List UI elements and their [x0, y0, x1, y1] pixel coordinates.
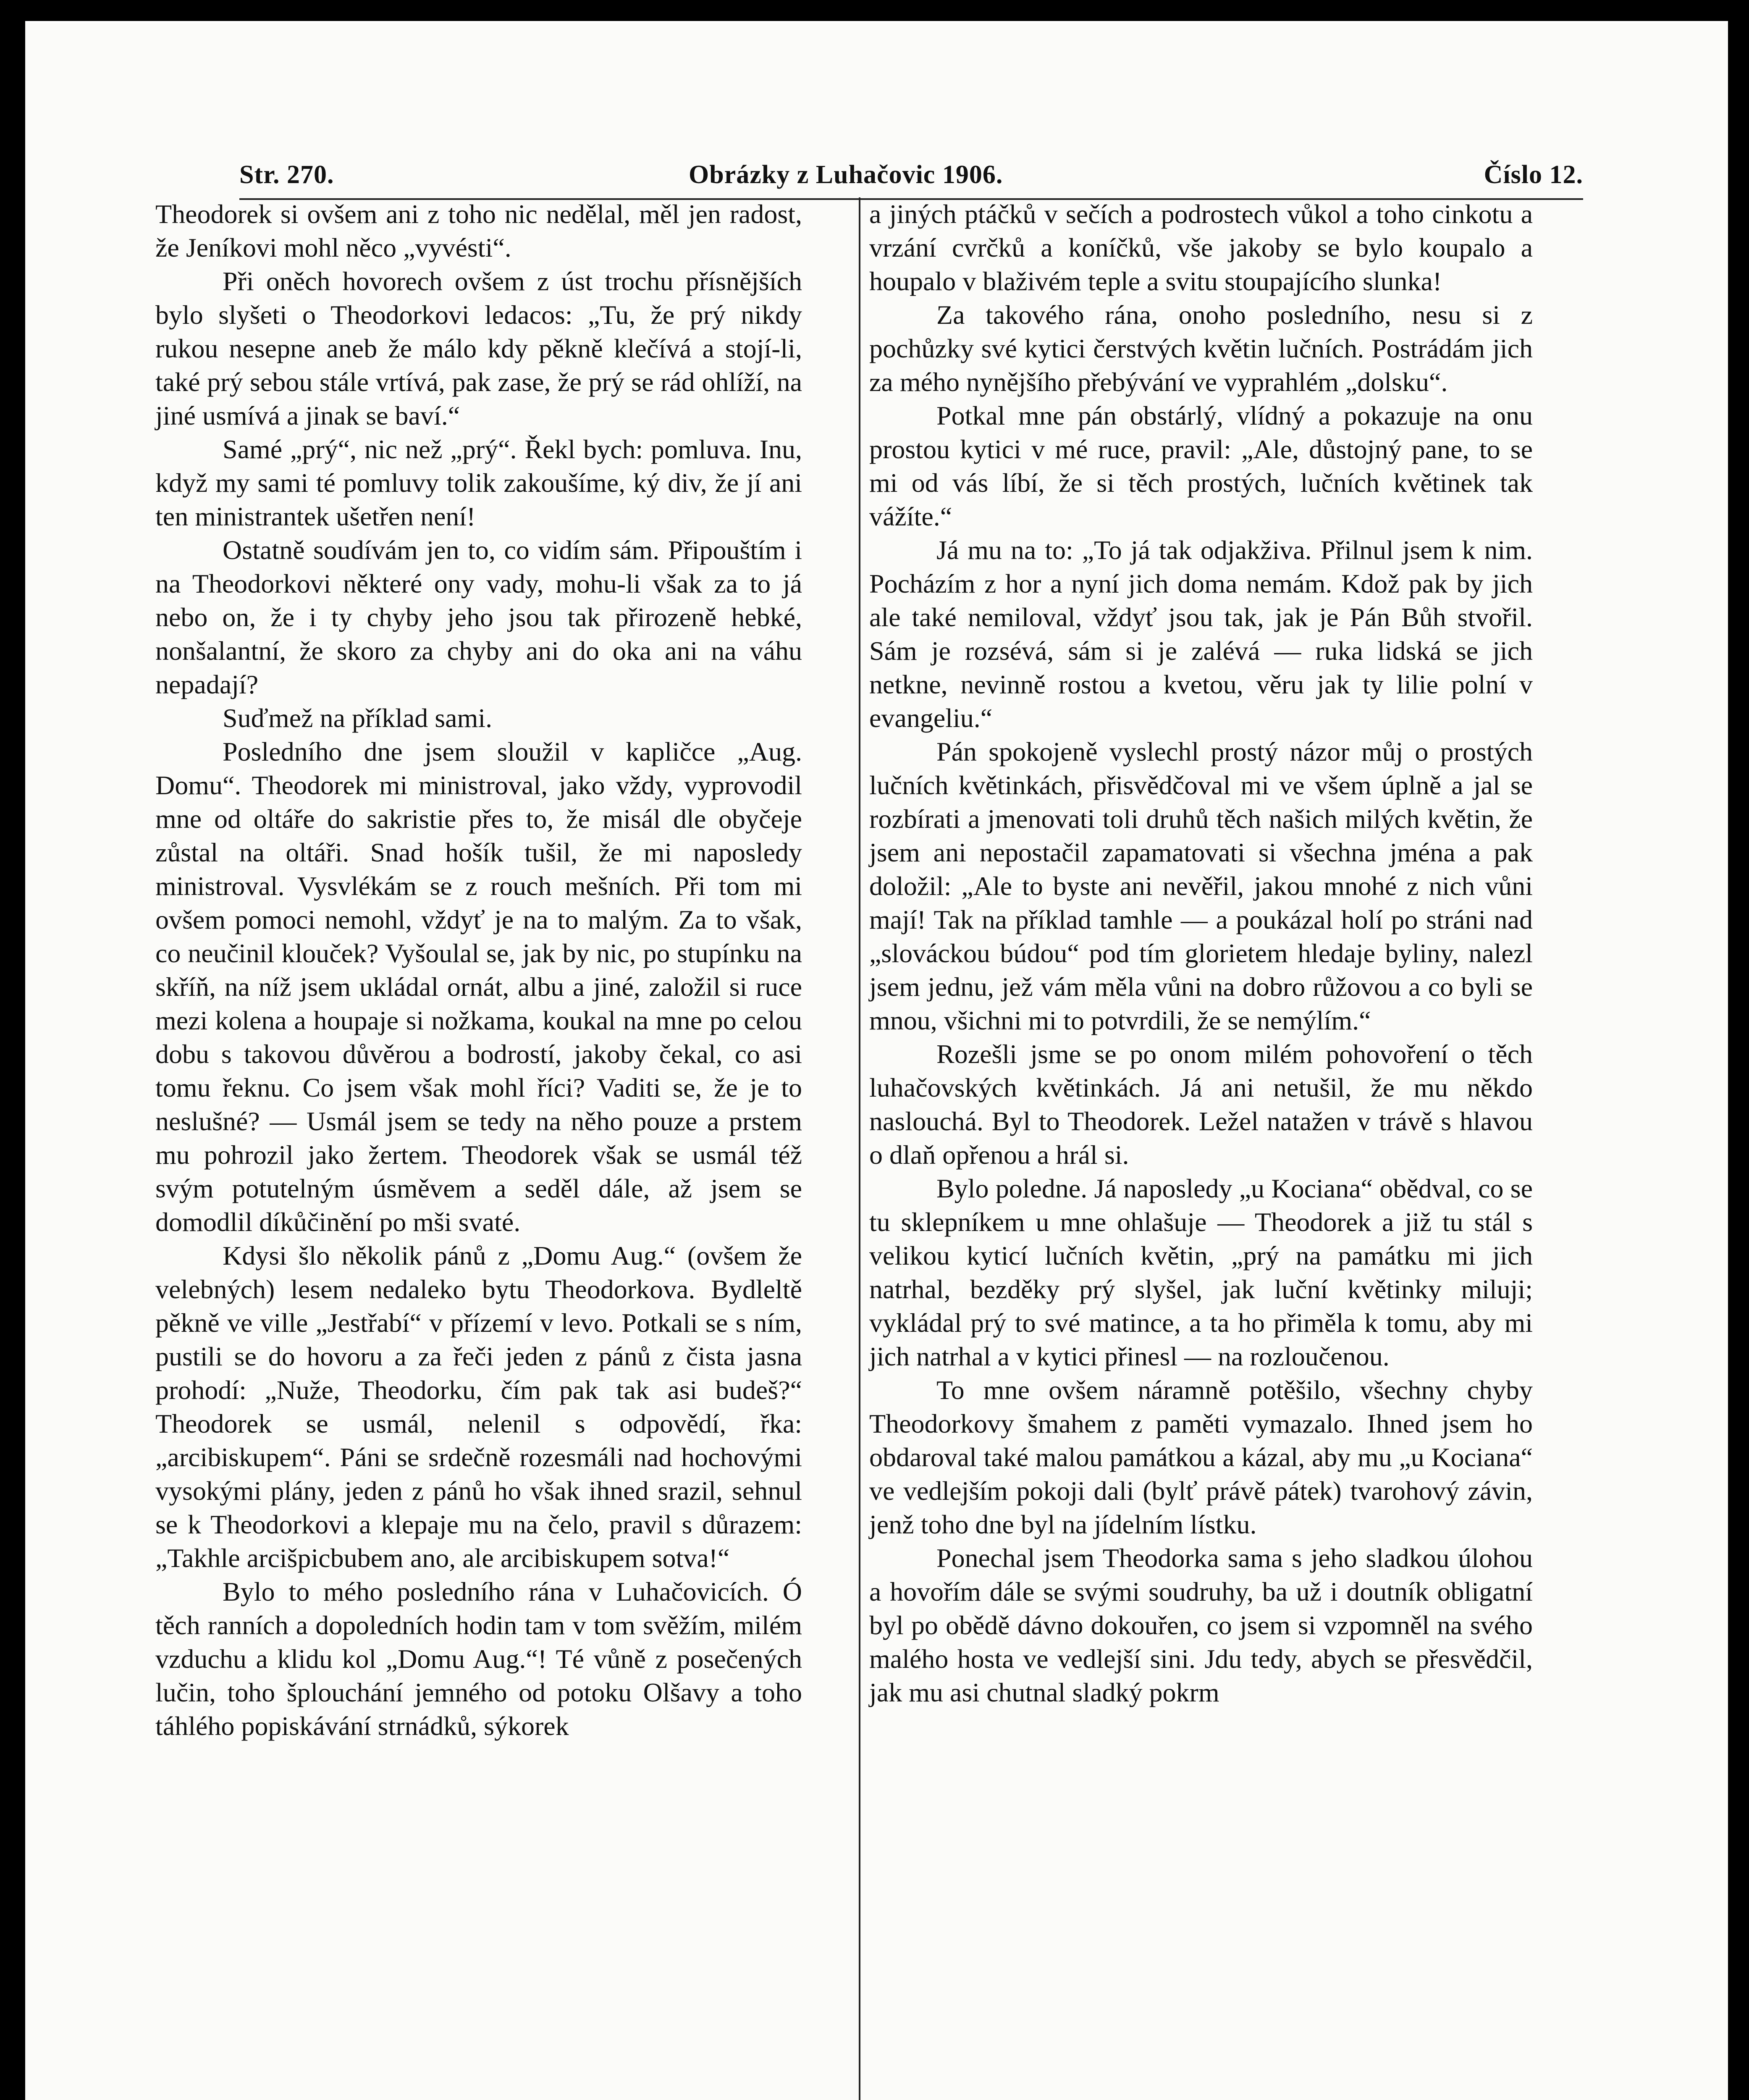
- paragraph: Za takového rána, onoho posledního, nesu si z pochůzky své kytici čerstvých květin lučních. Postrádám jich za mého nynějšího přebývání ve vyprahlém „dolsku“.: [869, 300, 1533, 397]
- paragraph: a jiných ptáčků v sečích a podrostech vůkol a toho cinkotu a vrzání cvrčků a koníčků, vše jakoby se bylo koupalo a houpalo v blaživém teple a svitu stoupajícího slunka!: [869, 199, 1533, 296]
- paragraph: Já mu na to: „To já tak odjakživa. Přilnul jsem k nim. Pocházím z hor a nyní jich doma nemám. Kdož pak by jich ale také nemiloval, vždyť jsou tak, jak je Pán Bůh stvořil. Sám je rozsévá, sám si je zalévá — ruka lidská se jich netkne, nevinně rostou a kvetou, věru jak ty lilie polní v evangeliu.“: [869, 535, 1533, 733]
- paragraph: To mne ovšem náramně potěšilo, všechny chyby Theodorkovy šmahem z paměti vymazalo. Ihned jsem ho obdaroval také malou památkou a kázal, aby mu „u Kociana“ ve vedlejším pokoji dali (bylť právě pátek) tvarohový závin, jenž toho dne byl na jídelním lístku.: [869, 1375, 1533, 1539]
- paragraph: Bylo to mého posledního rána v Luhačovicích. Ó těch ranních a dopoledních hodin tam v tom svěžím, milém vzduchu a klidu kol „Domu Aug.“! Té vůně z posečených lučin, toho šplouchání jemného od potoku Olšavy a toho táhlého popiskávání strnádků, sýkorek: [155, 1577, 802, 1741]
- paragraph: Při oněch hovorech ovšem z úst trochu přísnějších bylo slyšeti o Theodorkovi ledacos: „Tu, že prý nikdy rukou nesepne aneb že málo kdy pěkně klečívá a stojí-li, také prý sebou stále vrtívá, pak zase, že prý se rád ohlíží, na jiné usmívá a jinak se baví.“: [155, 266, 802, 430]
- paragraph: Rozešli jsme se po onom milém pohovoření o těch luhačovských květinkách. Já ani netušil, že mu někdo naslouchá. Byl to Theodorek. Ležel natažen v trávě s hlavou o dlaň opřenou a hrál si.: [869, 1039, 1533, 1170]
- running-title: Obrázky z Luhačovic 1906.: [689, 160, 1003, 189]
- paragraph: Bylo poledne. Já naposledy „u Kociana“ obědval, co se tu sklepníkem u mne ohlašuje — Theodorek a již tu stál s velikou kyticí lučních květin, „prý na památku mi jich natrhal, bezděky prý slyšel, jak luční květinky miluji; vykládal prý to své matince, a ta ho přiměla k tomu, aby mi jich natrhal a v kytici přinesl — na rozloučenou.: [869, 1173, 1533, 1371]
- left-column: [155, 197, 802, 1743]
- paragraph: Pán spokojeně vyslechl prostý názor můj o prostých lučních květinkách, přisvědčoval mi ve všem úplně a jal se rozbírati a jmenovati toli druhů těch našich milých květin, že jsem ani nepostačil zapamatovati si všechna jména a pak doložil: „Ale to byste ani nevěřil, jakou mnohé z nich vůni mají! Tak na příklad tamhle — a poukázal holí po stráni nad „slováckou búdou“ pod tím glorietem hledaje byliny, nalezl jsem jednu, jež vám měla vůni na dobro růžovou a co byli se mnou, všichni mi to potvrdili, že se nemýlím.“: [869, 737, 1533, 1035]
- paragraph: Potkal mne pán obstárlý, vlídný a pokazuje na onu prostou kytici v mé ruce, pravil: „Ale, důstojný pane, to se mi od vás líbí, že si těch prostých, lučních květinek tak vážíte.“: [869, 401, 1533, 531]
- paragraph: Theodorek si ovšem ani z toho nic nedělal, měl jen radost, že Jeníkovi mohl něco „vyvésti“.: [155, 199, 802, 262]
- paragraph: Suďmež na příklad sami.: [223, 703, 493, 733]
- column-divider: [859, 197, 860, 2100]
- paragraph: Ponechal jsem Theodorka sama s jeho sladkou úlohou a hovořím dále se svými soudruhy, ba už i doutník obligatní byl po obědě dávno dokouřen, co jsem si vzpomněl na svého malého hosta ve vedlejší sini. Jdu tedy, abych se přesvědčil, jak mu asi chutnal sladký pokrm: [869, 1543, 1533, 1707]
- right-column: [869, 197, 1533, 1709]
- paragraph: Samé „prý“, nic než „prý“. Řekl bych: pomluva. Inu, když my sami té pomluvy tolik zakoušíme, ký div, že jí ani ten ministrantek ušetřen není!: [155, 434, 802, 531]
- issue-number: Číslo 12.: [1484, 160, 1583, 189]
- paragraph: Posledního dne jsem sloužil v kapličce „Aug. Domu“. Theodorek mi ministroval, jako vždy, vyprovodil mne od oltáře do sakristie přes to, že misál dle obyčeje zůstal na oltáři. Snad hošík tušil, že mi naposledy ministroval. Vysvlékám se z rouch mešních. Při tom mi ovšem pomoci nemohl, vždyť je na to malým. Za to však, co neučinil klouček? Vyšoulal se, jak by nic, po stupínku na skříň, na níž jsem ukládal ornát, albu a jiné, založil si ruce mezi kolena a houpaje si nožkama, koukal na mne po celou dobu s takovou důvěrou a bodrostí, jakoby čekal, co asi tomu řeknu. Co jsem však mohl říci? Vaditi se, že je to neslušné? — Usmál jsem se tedy na něho pouze a prstem mu pohrozil jako žertem. Theodorek však se usmál též svým potutelným úsměvem a seděl dále, až jsem se domodlil díkůčinění po mši svaté.: [155, 737, 802, 1237]
- paragraph: Kdysi šlo několik pánů z „Domu Aug.“ (ovšem že velebných) lesem nedaleko bytu Theodorkova. Bydleltě pěkně ve ville „Jestřabí“ v přízemí v levo. Potkali se s ním, pustili se do hovoru a za řeči jeden z pánů z čista jasna prohodí: „Nuže, Theodorku, čím pak tak asi budeš?“ Theodorek se usmál, nelenil s odpovědí, řka: „arcibiskupem“. Páni se srdečně rozesmáli nad hochovými vysokými plány, jeden z pánů ho však ihned srazil, sehnul se k Theodorkovi a klepaje mu na čelo, pravil s důrazem: „Takhle arcišpicbubem ano, ale arcibiskupem sotva!“: [155, 1241, 802, 1573]
- paragraph: Ostatně soudívám jen to, co vidím sám. Připouštím i na Theodorkovi některé ony vady, mohu-li však za to já nebo on, že i ty chyby jeho jsou tak přirozeně hebké, nonšalantní, že skoro za chyby ani do oka ani na váhu nepadají?: [155, 535, 802, 699]
- page-number: Str. 270.: [239, 160, 334, 189]
